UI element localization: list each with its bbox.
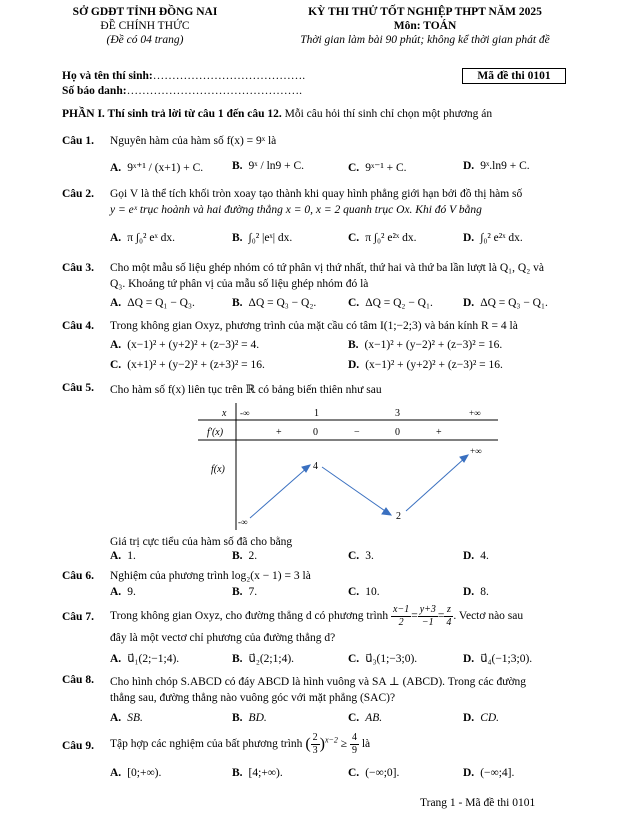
- q3-text2: Q₃. Khoảng tứ phân vị của mẫu số liệu ghép nhóm đó là: [110, 278, 369, 290]
- bbt-sign-1: 0: [313, 427, 318, 438]
- q3-option-a[interactable]: A. ΔQ = Q₁ − Q₃.: [110, 297, 195, 309]
- sbd-line: [62, 85, 302, 97]
- q8-option-a[interactable]: A. SB.: [110, 712, 143, 724]
- exam-code: Mã đề thi 0101: [462, 68, 566, 84]
- bbt-f-label: f(x): [211, 464, 225, 475]
- q9-frac-rhs: $\frac{4}{9}$: [351, 732, 357, 756]
- bbt-f-2: 2: [396, 511, 401, 522]
- bbt-x-1: 1: [314, 408, 319, 419]
- subject: Môn: TOÁN: [393, 20, 457, 32]
- q4-text: Trong không gian Oxyz, phương trình của mặt cầu có tâm I(1;−2;3) và bán kính R = 4 là: [110, 320, 518, 332]
- q8-option-d[interactable]: D. CD.: [463, 712, 500, 724]
- q7-text-after: . Vectơ nào sau: [453, 610, 524, 623]
- q6-text: Nghiệm của phương trình log₂(x − 1) = 3 là: [110, 570, 311, 582]
- q7-option-d[interactable]: D. u⃗₄(−1;3;0).: [463, 653, 533, 665]
- q2-option-d[interactable]: D. ∫₀² e²ˣ dx.: [463, 232, 523, 244]
- exam-title: KỲ THI THỬ TỐT NGHIỆP THPT NĂM 2025: [308, 6, 542, 18]
- q9-label: Câu 9.: [62, 740, 94, 752]
- q7-label: Câu 7.: [62, 611, 94, 623]
- bbt-arrowhead-2: [382, 508, 391, 515]
- q1-option-d[interactable]: D. 9ˣ.ln9 + C.: [463, 160, 530, 172]
- q4-option-a[interactable]: A. (x−1)² + (y+2)² + (z−3)² = 4.: [110, 339, 260, 351]
- sbd-dots: ……………………………………….: [126, 85, 302, 97]
- q3-option-b[interactable]: B. ΔQ = Q₃ − Q₂.: [232, 297, 317, 309]
- q1-label: Câu 1.: [62, 135, 94, 147]
- q1-option-a[interactable]: A. 9ˣ⁺¹ / (x+1) + C.: [110, 162, 204, 174]
- official-label: ĐỀ CHÍNH THỨC: [100, 20, 190, 32]
- q7-option-a[interactable]: A. u⃗₁(2;−1;4).: [110, 653, 180, 665]
- q8-option-c[interactable]: C. AB.: [348, 712, 383, 724]
- q2-text2: y = eˣ trục hoành và hai đường thẳng x = 0, x = 2 quanh trục Ox. Khi đó V bằng: [110, 204, 482, 216]
- bbt-f-1: 4: [313, 461, 318, 472]
- name-line: [62, 70, 305, 82]
- bbt-sign-3: 0: [395, 427, 400, 438]
- bbt-x-0: -∞: [240, 408, 250, 418]
- variation-table: [198, 403, 498, 530]
- q8-option-b[interactable]: B. BD.: [232, 712, 267, 724]
- q3-option-d[interactable]: D. ΔQ = Q₃ − Q₁.: [463, 297, 548, 309]
- q9-option-c[interactable]: C. (−∞;0].: [348, 767, 400, 779]
- q7-text: Trong không gian Oxyz, cho đường thẳng d có phương trình: [110, 610, 389, 623]
- bbt-sign-2: −: [354, 427, 360, 438]
- bbt-x-label: x: [222, 408, 227, 419]
- q5-label: Câu 5.: [62, 382, 94, 394]
- q3-option-c[interactable]: C. ΔQ = Q₂ − Q₁.: [348, 297, 433, 309]
- q2-option-c[interactable]: C. π ∫₀² e²ˣ dx.: [348, 232, 417, 244]
- name-label: Họ và tên thí sinh:: [62, 70, 153, 82]
- bbt-x-2: 3: [395, 408, 400, 419]
- q3-label: Câu 3.: [62, 262, 94, 274]
- q1-option-c[interactable]: C. 9ˣ⁻¹ + C.: [348, 162, 407, 174]
- bbt-arrow-down: [322, 467, 388, 513]
- q5-text: Cho hàm số f(x) liên tục trên ℝ có bảng biến thiên như sau: [110, 384, 382, 396]
- q2-label: Câu 2.: [62, 188, 94, 200]
- q7-frac-2: $\frac{y+3}{-1}$: [419, 604, 436, 628]
- q7-frac-3: $\frac{z}{4}$: [446, 604, 452, 628]
- bbt-x-3: +∞: [469, 408, 481, 418]
- q7-line: Trong không gian Oxyz, cho đường thẳng d có phương trình $\frac{x-1}{2}$ = $\frac{y+3}{-1}$ = $\frac{z}{4}$ . Vectơ nào sau: [110, 604, 524, 628]
- page-count: (Đề có 04 trang): [106, 34, 184, 46]
- q7-text2: đây là một vectơ chỉ phương của đường thẳng d?: [110, 632, 336, 644]
- q6-label: Câu 6.: [62, 570, 94, 582]
- q9-line: Tập hợp các nghiệm của bất phương trình ( $\frac{2}{3}$ )$^{x-2}$ ≥ $\frac{4}{9}$ là: [110, 732, 371, 756]
- q5-option-a[interactable]: A. 1.: [110, 550, 136, 562]
- q5-option-d[interactable]: D. 4.: [463, 550, 489, 562]
- q8-label: Câu 8.: [62, 674, 94, 686]
- q5-text2: Giá trị cực tiểu của hàm số đã cho bằng: [110, 536, 293, 548]
- q6-option-d[interactable]: D. 8.: [463, 586, 489, 598]
- part1-title: PHẦN I. Thí sinh trả lời từ câu 1 đến câu 12.: [62, 108, 282, 120]
- bbt-arrow-up-1: [250, 467, 308, 518]
- q6-option-b[interactable]: B. 7.: [232, 586, 258, 598]
- q5-option-c[interactable]: C. 3.: [348, 550, 374, 562]
- q4-option-d[interactable]: D. (x−1)² + (y+2)² + (z−3)² = 16.: [348, 359, 503, 371]
- q9-text: Tập hợp các nghiệm của bất phương trình: [110, 738, 303, 751]
- q2-text: Gọi V là thể tích khối tròn xoay tạo thành khi quay hình phẳng giới hạn bởi đồ thị hàm số: [110, 188, 523, 200]
- sbd-label: Số báo danh:: [62, 85, 127, 97]
- page-footer: Trang 1 - Mã đề thi 0101: [420, 797, 536, 809]
- q9-text-after: là: [361, 738, 371, 751]
- exam-time: Thời gian làm bài 90 phút; không kể thời gian phát đề: [300, 34, 550, 46]
- q2-option-b[interactable]: B. ∫₀² |eˣ| dx.: [232, 232, 293, 244]
- q7-option-c[interactable]: C. u⃗₃(1;−3;0).: [348, 653, 418, 665]
- q1-option-b[interactable]: B. 9ˣ / ln9 + C.: [232, 160, 305, 172]
- q8-text2: thẳng sau, đường thẳng nào vuông góc với mặt phẳng (SAC)?: [110, 692, 396, 704]
- department: SỞ GDĐT TỈNH ĐỒNG NAI: [72, 6, 218, 18]
- bbt-f-3: +∞: [470, 446, 482, 456]
- q9-frac-base: $\frac{2}{3}$: [312, 732, 318, 756]
- q5-option-b[interactable]: B. 2.: [232, 550, 258, 562]
- q9-option-b[interactable]: B. [4;+∞).: [232, 767, 283, 779]
- bbt-sign-4: +: [436, 427, 442, 438]
- q4-option-c[interactable]: C. (x+1)² + (y−2)² + (z+3)² = 16.: [110, 359, 265, 371]
- q3-text: Cho một mẫu số liệu ghép nhóm có tứ phân vị thứ nhất, thứ hai và thứ ba lần lượt là Q₁, Q₂ và: [110, 262, 544, 274]
- name-dots: ………………………………….: [152, 70, 306, 82]
- q4-label: Câu 4.: [62, 320, 94, 332]
- q1-text: Nguyên hàm của hàm số f(x) = 9ˣ là: [110, 135, 277, 147]
- bbt-f-0: -∞: [238, 517, 248, 527]
- q7-option-b[interactable]: B. u⃗₂(2;1;4).: [232, 653, 295, 665]
- part1-heading: [62, 108, 492, 120]
- q2-option-a[interactable]: A. π ∫₀² eˣ dx.: [110, 232, 176, 244]
- q7-frac-1: $\frac{x-1}{2}$: [393, 604, 410, 628]
- bbt-fprime-label: f′(x): [207, 427, 224, 438]
- part1-instruction: Mỗi câu hỏi thí sinh chỉ chọn một phương án: [281, 108, 493, 120]
- q4-option-b[interactable]: B. (x−1)² + (y−2)² + (z−3)² = 16.: [348, 339, 503, 351]
- q9-option-a[interactable]: A. [0;+∞).: [110, 767, 162, 779]
- bbt-arrow-up-2: [406, 457, 466, 511]
- q6-option-c[interactable]: C. 10.: [348, 586, 380, 598]
- q9-option-d[interactable]: D. (−∞;4].: [463, 767, 515, 779]
- q6-option-a[interactable]: A. 9.: [110, 586, 136, 598]
- bbt-sign-0: +: [276, 427, 282, 438]
- q8-text: Cho hình chóp S.ABCD có đáy ABCD là hình vuông và SA ⊥ (ABCD). Trong các đường: [110, 676, 527, 688]
